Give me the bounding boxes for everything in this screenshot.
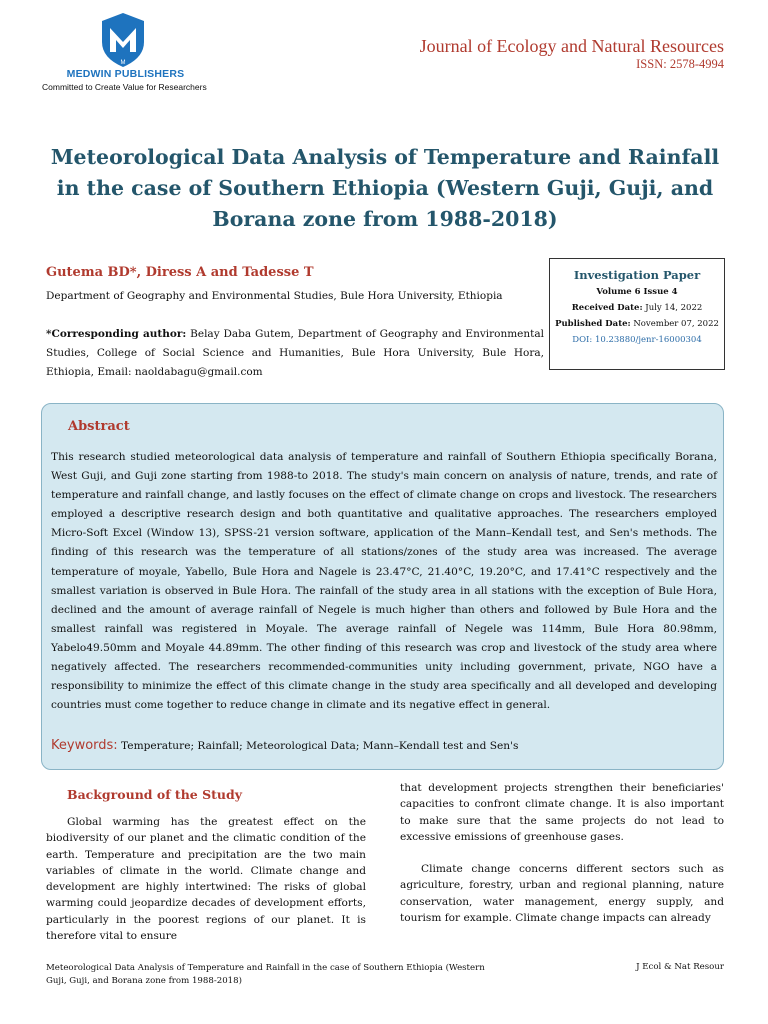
section-heading: Background of the Study <box>67 787 242 802</box>
keywords-list: Temperature; Rainfall; Meteorological Data; Mann–Kendall test and Sen's <box>117 740 519 752</box>
published-value: November 07, 2022 <box>630 319 719 329</box>
volume-issue: Volume 6 Issue 4 <box>596 287 678 297</box>
publisher-logo <box>38 12 238 92</box>
publisher-tagline: Committed to Create Value for Researchers <box>42 82 207 92</box>
right-column <box>400 780 724 926</box>
footer-journal-abbrev: J Ecol & Nat Resour <box>636 962 724 972</box>
published-date <box>550 319 724 329</box>
abstract-body: This research studied meteorological data analysis of temperature and rainfall of Southern Ethiopia specifically Borana, West Guji, and Guji zone starting from 1988-to 2018. The study's main concern on analysis of nature, trends, and rate of temperature and rainfall change, and lastly focuses on the effect of climate change on crops and livestock. The researchers employed a descriptive research design and both quantitative and qualitative approaches. The researchers employed Micro-Soft Excel (Window 13), SPSS-21 version software, application of the Mann–Kendall test, and Sen's methods. The finding of this research was the temperature of all stations/zones of the study area was increased. The average temperature of moyale, Yabello, Bule Hora and Nagele is 23.47°C, 21.40°C, 19.20°C, and 17.41°C respectively and the smallest variation is observed in Bule Hora. The rainfall of the study area in all stations with the exception of Bule Hora, declined and the amount of average rainfall of Negele is much higher than others and followed by Bule Hora and the smallest rainfall was registered in Moyale. The average rainfall of Negele was 114mm, Bule Hora 80.98mm, Yabelo49.50mm and Moyale 44.89mm. The other finding of this research was crop and livestock of the study area where negatively affected. The researchers recommended-communities unity including government, private, NGO have a responsibility to minimize the effect of this climate change in the study area specifically and all developed and developing countries must come together to reduce change in climate and its negative effect in general. <box>51 451 717 712</box>
body-paragraph: that development projects strengthen their beneficiaries' capacities to confront climate change. It is also important to make sure that the same projects do not lead to excessive emissions of greenhouse gases. <box>400 782 724 843</box>
keywords <box>51 738 717 753</box>
paper-title: Meteorological Data Analysis of Temperature and Rainfall in the case of Southern Ethiopia (Western Guji, Guji, and Borana zone from 1988-2018) <box>50 145 720 231</box>
corresponding-text: Belay Daba Gutem, Department of Geography and Environmental Studies, College of Social Science and Humanities, Bule Hora University, Bule Hora, Ethiopia, Email: naoldabagu@gmail.com <box>46 328 545 378</box>
body-paragraph: Global warming has the greatest effect on the biodiversity of our planet and the climatic condition of the earth. Temperature and precipitation are the two main variables of climate in the world. Climate change and development are highly intertwined: The risks of global warming could jeopardize decades of development efforts, particularly in the poorest regions of our planet. It is therefore vital to ensure <box>46 816 366 943</box>
body-paragraph: Climate change concerns different sectors such as agriculture, forestry, urban and regional planning, nature conservation, water management, energy supply, and tourism for example. Climate change impacts can already <box>400 863 724 925</box>
abstract-heading: Abstract <box>68 419 130 434</box>
corresponding-label: *Corresponding author: <box>46 328 187 340</box>
authors: Gutema BD*, Diress A and Tadesse T <box>46 265 314 280</box>
article-type: Investigation Paper <box>573 268 701 282</box>
received-date <box>550 303 724 313</box>
publisher-name: MEDWIN PUBLISHERS <box>66 68 185 80</box>
received-value: July 14, 2022 <box>642 303 703 313</box>
doi-link[interactable]: DOI: 10.23880/jenr-16000304 <box>572 335 702 345</box>
svg-text:M: M <box>120 60 126 66</box>
article-info-box <box>549 258 725 370</box>
corresponding-author <box>46 325 544 382</box>
abstract-box <box>41 403 724 770</box>
medwin-shield-icon <box>100 12 146 68</box>
journal-name[interactable]: Journal of Ecology and Natural Resources <box>419 36 724 56</box>
footer-title: Meteorological Data Analysis of Temperature and Rainfall in the case of Southern Ethiopia (Western Guji, Guji, and Borana zone from 1988-2018) <box>46 963 485 986</box>
left-column <box>46 787 366 944</box>
received-label: Received Date: <box>571 303 643 313</box>
published-label: Published Date: <box>555 319 631 329</box>
keywords-label: Keywords: <box>51 738 118 753</box>
journal-issn: ISSN: 2578-4994 <box>636 57 724 71</box>
affiliation: Department of Geography and Environmental Studies, Bule Hora University, Ethiopia <box>46 290 503 302</box>
